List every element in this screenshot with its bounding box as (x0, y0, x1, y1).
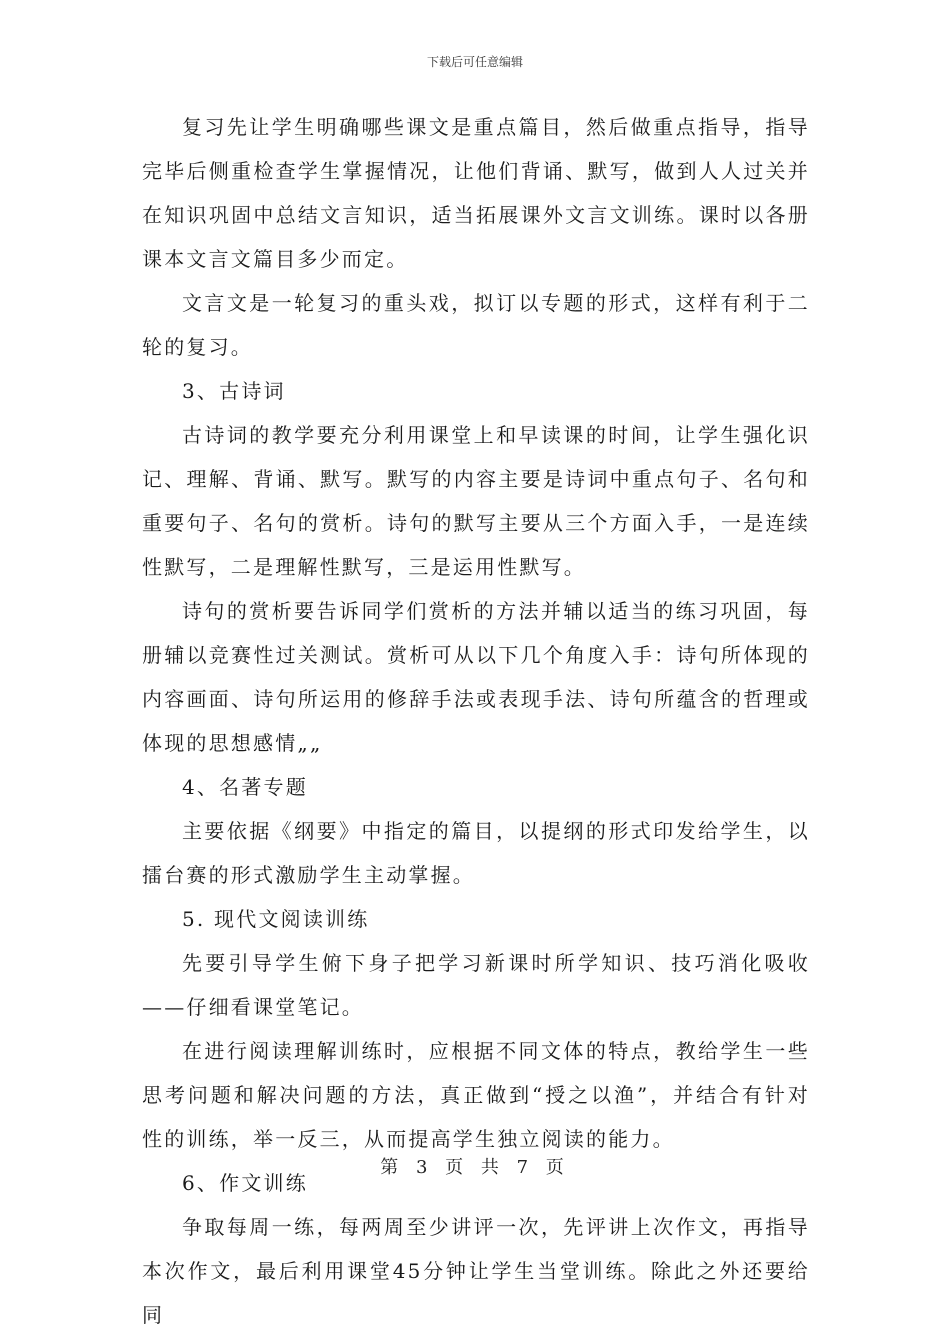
paragraph-poetry-teaching: 古诗词的教学要充分利用课堂上和早读课的时间，让学生强化识记、理解、背诵、默写。默写的内容主要是诗词中重点句子、名句和重要句子、名句的赏析。诗句的默写主要从三个方面入手，一是连续性默写，二是理解性默写，三是运用性默写。 (142, 423, 810, 579)
paragraph-review-classical: 复习先让学生明确哪些课文是重点篇目，然后做重点指导，指导完毕后侧重检查学生掌握情况，让他们背诵、默写，做到人人过关并在知识巩固中总结文言知识，适当拓展课外文言文训练。课时以各册课本文言文篇目多少而定。 (142, 115, 810, 271)
section-heading-modern-reading: 5. 现代文阅读训练 (182, 907, 370, 931)
page-number: 第 3 页 共 7 页 (380, 1157, 570, 1178)
section-heading-poetry: 3、古诗词 (182, 379, 286, 403)
page-header-note: 下载后可任意编辑 (426, 55, 523, 69)
paragraph-poetry-appreciation: 诗句的赏析要告诉同学们赏析的方法并辅以适当的练习巩固，每册辅以竞赛性过关测试。赏析可从以下几个角度入手：诗句所体现的内容画面、诗句所运用的修辞手法或表现手法、诗句所蕴含的哲理或体现的思想感情„„ (142, 599, 810, 755)
paragraph-composition: 争取每周一练，每两周至少讲评一次，先评讲上次作文，再指导本次作文，最后利用课堂45分钟让学生当堂训练。除此之外还要给同 (142, 1215, 810, 1327)
section-heading-composition: 6、作文训练 (182, 1171, 308, 1195)
paragraph-classical-focus: 文言文是一轮复习的重头戏，拟订以专题的形式，这样有利于二轮的复习。 (142, 291, 810, 359)
paragraph-classics: 主要依据《纲要》中指定的篇目，以提纲的形式印发给学生，以擂台赛的形式激励学生主动掌握。 (142, 819, 810, 887)
paragraph-reading-methods: 在进行阅读理解训练时，应根据不同文体的特点，教给学生一些思考问题和解决问题的方法，真正做到“授之以渔”，并结合有针对性的训练，举一反三，从而提高学生独立阅读的能力。 (142, 1039, 810, 1151)
paragraph-modern-reading-guide: 先要引导学生俯下身子把学习新课时所学知识、技巧消化吸收——仔细看课堂笔记。 (142, 951, 810, 1019)
section-heading-classics: 4、名著专题 (182, 775, 308, 799)
